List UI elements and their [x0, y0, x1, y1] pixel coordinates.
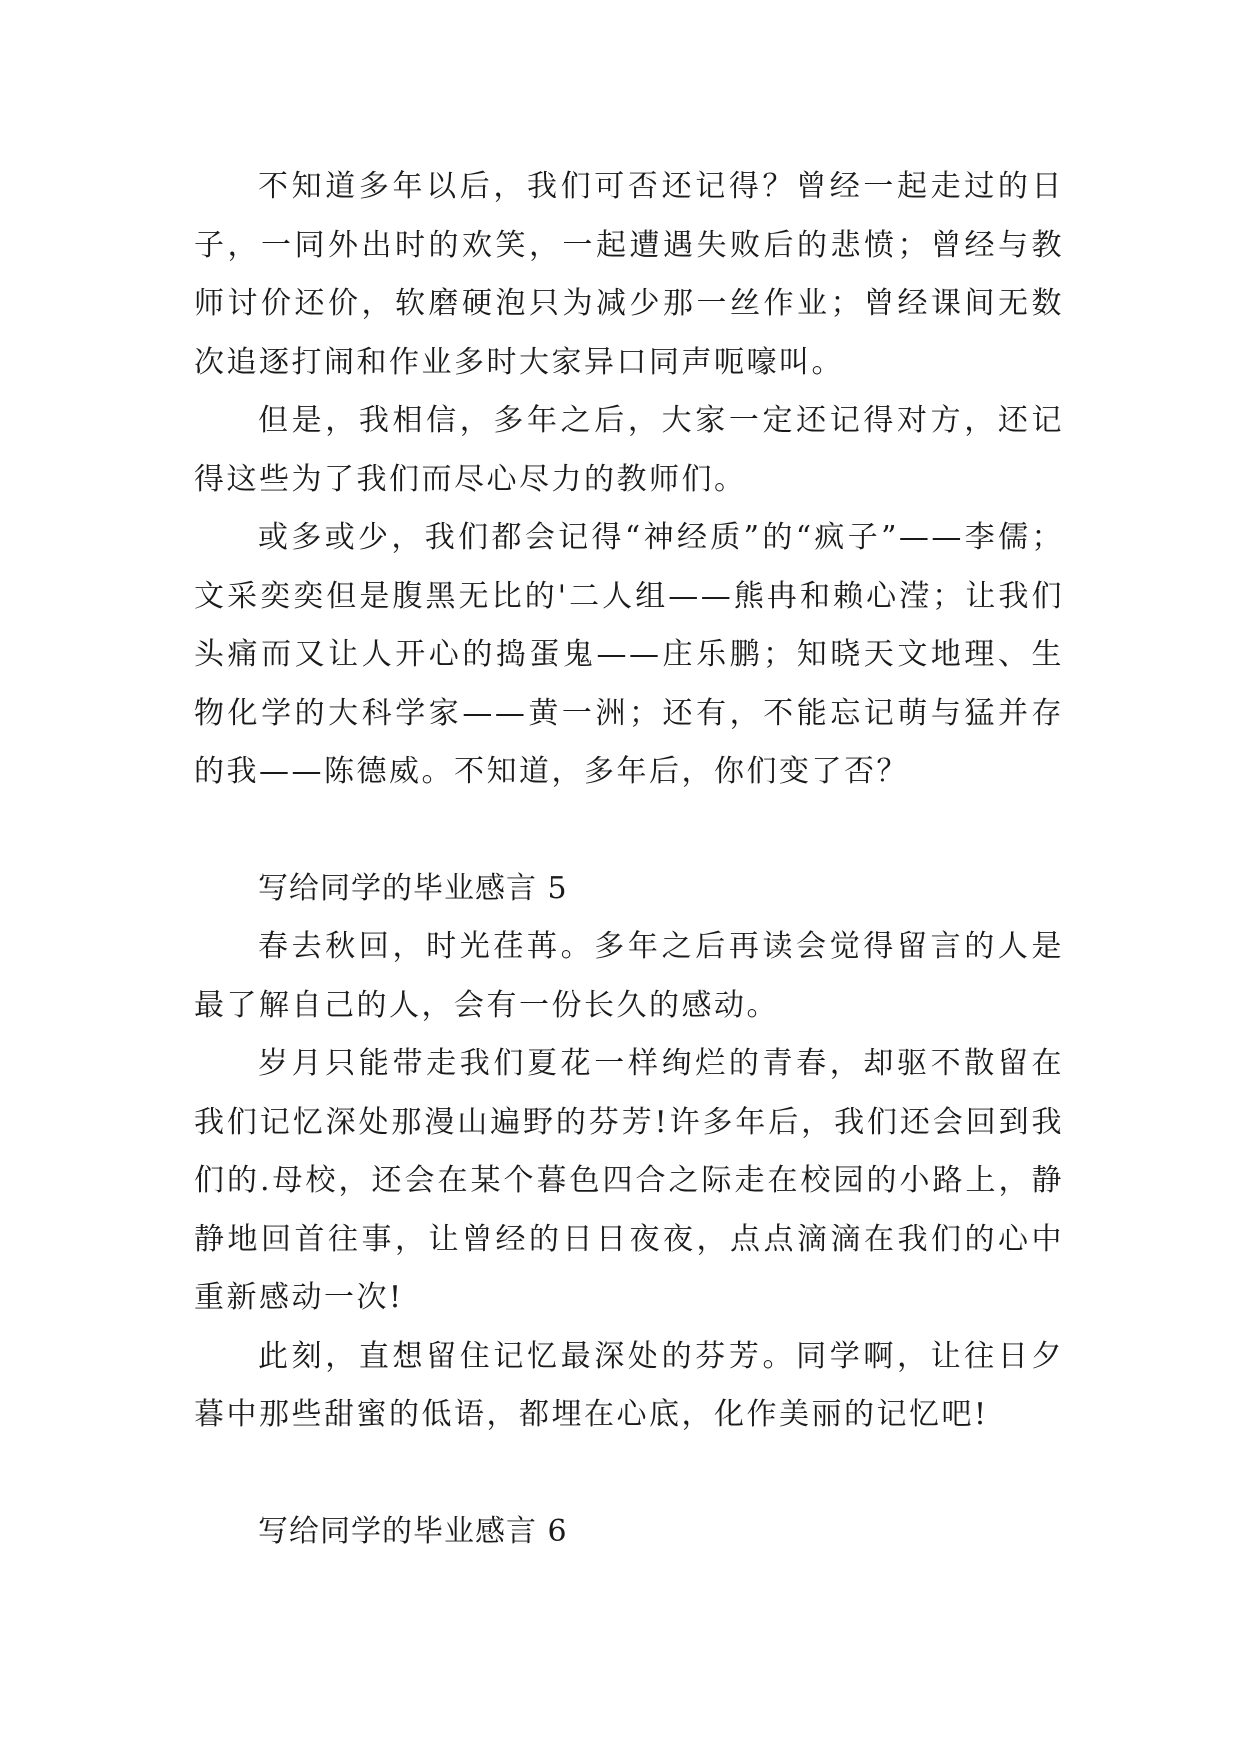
document-body — [194, 158, 1064, 1561]
section-heading: 写给同学的毕业感言 5 — [258, 870, 568, 906]
paragraph: 或多或少，我们都会记得“神经质”的“疯子”——李儒；文采奕奕但是腹黑无比的'二人组——熊冉和赖心滢；让我们头痛而又让人开心的捣蛋鬼——庄乐鹏；知晓天文地理、生物化学的大科学家——黄一洲；还有，不能忘记萌与猛并存的我——陈德威。不知道，多年后，你们变了否？ — [194, 520, 1064, 789]
paragraph: 春去秋回，时光荏苒。多年之后再读会觉得留言的人是最了解自己的人，会有一份长久的感动。 — [194, 929, 1064, 1023]
section-gap — [194, 802, 1064, 860]
section-gap — [194, 1445, 1064, 1503]
section-heading: 写给同学的毕业感言 6 — [258, 1513, 568, 1549]
paragraph: 不知道多年以后，我们可否还记得？曾经一起走过的日子，一同外出时的欢笑，一起遭遇失败后的悲愤；曾经与教师讨价还价，软磨硬泡只为减少那一丝作业；曾经课间无数次追逐打闹和作业多时大家异口同声呃嚎叫。 — [194, 169, 1064, 380]
paragraph: 但是，我相信，多年之后，大家一定还记得对方，还记得这些为了我们而尽心尽力的教师们。 — [194, 403, 1064, 497]
paragraph: 此刻，直想留住记忆最深处的芬芳。同学啊，让往日夕暮中那些甜蜜的低语，都埋在心底，化作美丽的记忆吧! — [194, 1338, 1064, 1432]
paragraph: 岁月只能带走我们夏花一样绚烂的青春，却驱不散留在我们记忆深处那漫山遍野的芬芳!许多年后，我们还会回到我们的.母校，还会在某个暮色四合之际走在校园的小路上，静静地回首往事，让曾经的日日夜夜，点点滴滴在我们的心中重新感动一次! — [194, 1046, 1064, 1315]
